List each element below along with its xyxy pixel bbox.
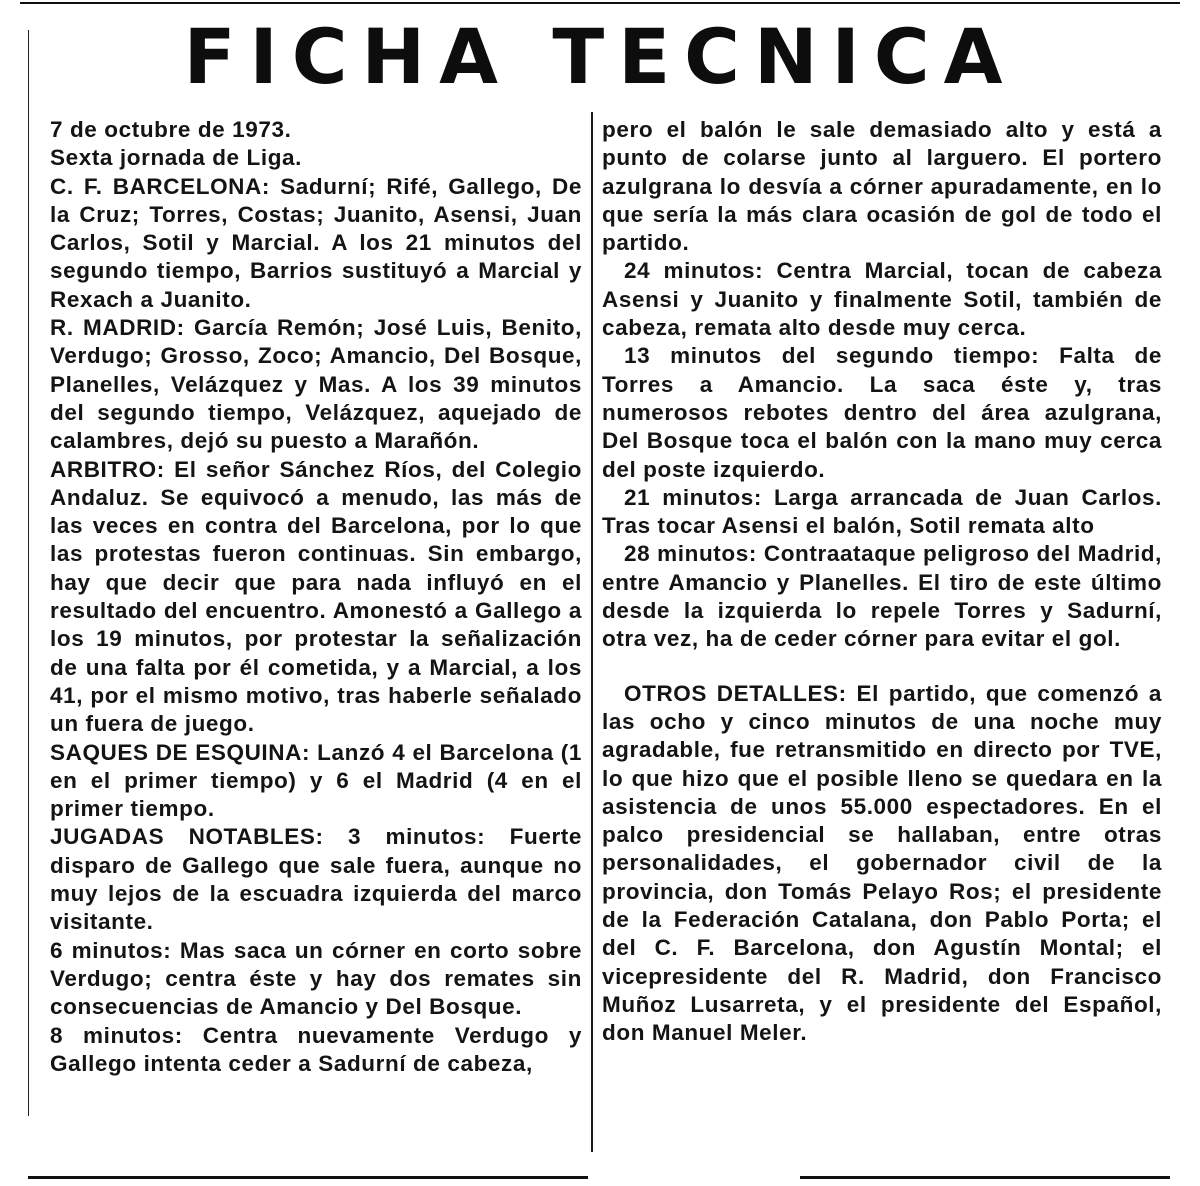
top-rule <box>20 2 1180 4</box>
column-divider <box>591 112 593 1152</box>
play-8-minutes: 8 minutos: Centra nuevamente Verdugo y Gallego intenta ceder a Sadurní de cabeza, <box>50 1022 582 1076</box>
play-21-minutes: 21 minutos: Larga arrancada de Juan Carlos. Tras tocar Asensi el balón, Sotil remata alto <box>602 484 1162 539</box>
left-border <box>28 30 29 1116</box>
madrid-lineup: R. MADRID: García Remón; José Luis, Benito, Verdugo; Grosso, Zoco; Amancio, Del Bosque, Planelles, Velázquez y Mas. A los 39 minutos del segundo tiempo, Velázquez, aquejado de calambres, dejó su puesto a Marañón. <box>50 315 582 454</box>
play-13-minutes-second-half: 13 minutos del segundo tiempo: Falta de Torres a Amancio. La saca éste y, tras numerosos rebotes dentro del área azulgrana, Del Bosque toca el balón con la mano muy cerca del poste izquierdo. <box>602 343 1162 482</box>
notable-plays-paragraph: JUGADAS NOTABLES: 3 minutos: Fuerte disparo de Gallego que sale fuera, aunque no muy lejos de la escuadra izquierda del marco visitante. <box>50 824 582 935</box>
bottom-rule-right <box>800 1176 1170 1179</box>
page-title: FICHA TECNICA <box>183 12 1017 101</box>
left-column <box>50 116 582 1078</box>
referee-paragraph: ARBITRO: El señor Sánchez Ríos, del Colegio Andaluz. Se equivocó a menudo, las más de las veces en contra del Barcelona, por lo que las protestas fueron continuas. Sin embargo, hay que decir que para nada influyó en el resultado del encuentro. Amonestó a Gallego a los 19 minutos, por protestar la señalización de una falta por él cometida, y a Marcial, a los 41, por el mismo motivo, tras haberle señalado un fuera de juego. <box>50 456 582 737</box>
barcelona-lineup: C. F. BARCELONA: Sadurní; Rifé, Gallego, De la Cruz; Torres, Costas; Juanito, Asensi, Juan Carlos, Sotil y Marcial. A los 21 minutos del segundo tiempo, Barrios sustituyó a Marcial y Rexach a Juanito. <box>50 173 582 312</box>
right-column <box>602 116 1162 1048</box>
other-details-paragraph: OTROS DETALLES: El partido, que comenzó a las ocho y cinco minutos de una noche muy agradable, fue retransmitido en directo por TVE, lo que hizo que el posible lleno se quedara en la asistencia de unos 55.000 espectadores. En el palco presidencial se hallaban, entre otras personalidades, el gobernador civil de la provincia, don Tomás Pelayo Ros; el presidente de la Federación Catalana, don Pablo Porta; el del C. F. Barcelona, don Agustín Montal; el vicepresidente del R. Madrid, don Francisco Muñoz Lusarreta, y el presidente del Español, don Manuel Meler. <box>602 680 1162 1046</box>
play-28-minutes: 28 minutos: Contraataque peligroso del Madrid, entre Amancio y Planelles. El tiro de este último desde la izquierda lo repele Torres y Sadurní, otra vez, ha de ceder córner para evitar el gol. <box>602 541 1162 652</box>
paragraph-gap <box>602 654 1162 680</box>
play-6-minutes: 6 minutos: Mas saca un córner en corto sobre Verdugo; centra éste y hay dos remates sin consecuencias de Amancio y Del Bosque. <box>50 937 582 1020</box>
play-8-minutes-continued: pero el balón le sale demasiado alto y está a punto de colarse junto al larguero. El portero azulgrana lo desvía a córner apuradamente, en lo que sería la más clara ocasión de gol de todo el partido. <box>602 117 1162 256</box>
play-24-minutes: 24 minutos: Centra Marcial, tocan de cabeza Asensi y Juanito y finalmente Sotil, también de cabeza, remata alto desde muy cerca. <box>602 258 1162 341</box>
league-round: Sexta jornada de Liga. <box>50 145 303 171</box>
corner-kicks-paragraph: SAQUES DE ESQUINA: Lanzó 4 el Barcelona (1 en el primer tiempo) y 6 el Madrid (4 en el primer tiempo. <box>50 739 582 822</box>
match-date: 7 de octubre de 1973. <box>50 117 292 142</box>
bottom-rule-left <box>28 1176 588 1179</box>
